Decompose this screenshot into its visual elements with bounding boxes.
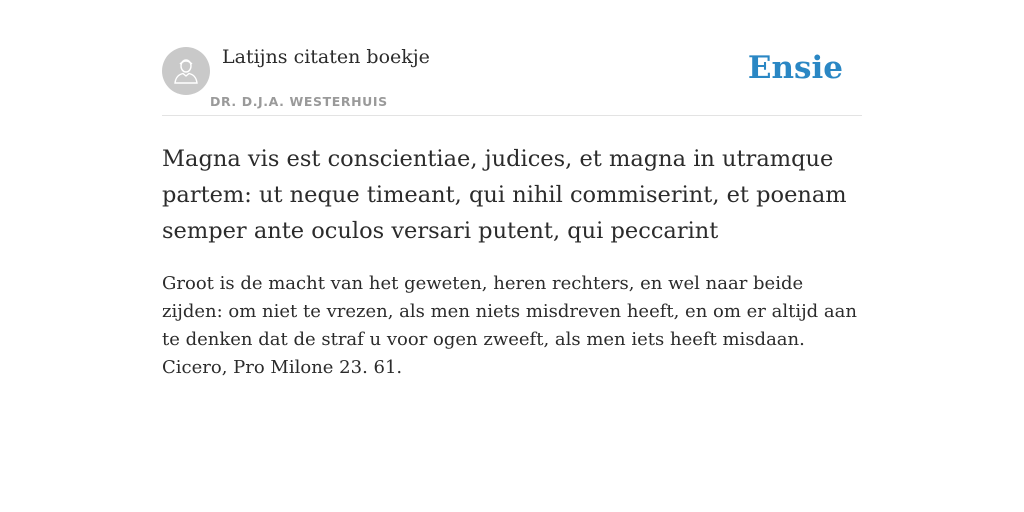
- brand-logo[interactable]: Ensie: [747, 50, 843, 86]
- entry-header: [162, 44, 862, 116]
- quote-heading: Magna vis est conscientiae, judices, et magna in utramque partem: ut neque timeant, qui nihil commiserint, et poenam semper ante oculos versari putent, qui peccarint: [162, 146, 847, 244]
- user-silhouette-icon[interactable]: [162, 47, 210, 95]
- entry-card: [162, 44, 862, 382]
- translation-text: Groot is de macht van het geweten, heren rechters, en wel naar beide zijden: om niet te vrezen, als men niets misdreven heeft, en om er altijd aan te denken dat de straf u voor ogen zweeft, als men iets heeft misdaan. Cicero, Pro Milone 23. 61.: [162, 273, 857, 378]
- author-name[interactable]: DR. D.J.A. WESTERHUIS: [210, 94, 388, 109]
- book-title-link[interactable]: Latijns citaten boekje: [222, 46, 430, 68]
